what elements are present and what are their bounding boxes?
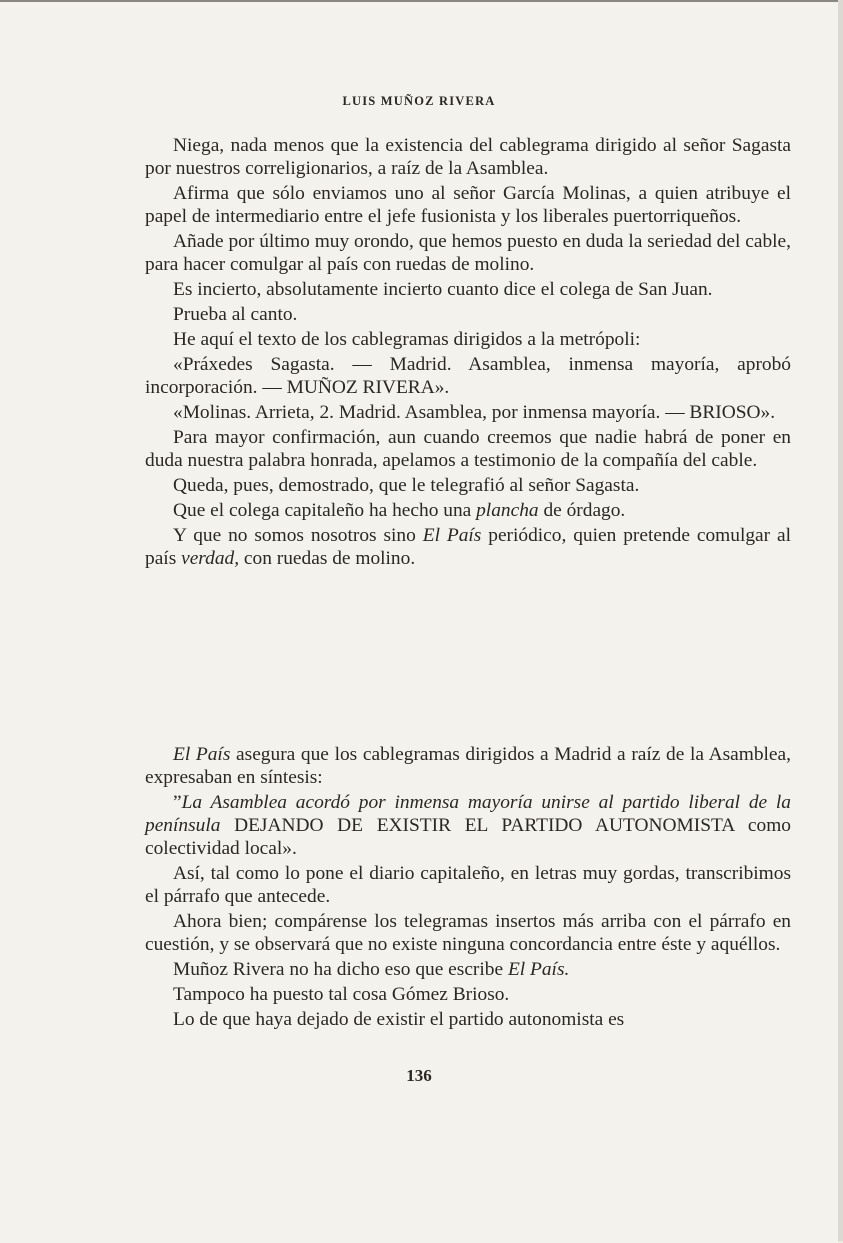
paragraph: Ahora bien; compárense los telegramas insertos más arriba con el párrafo en cuestión, y se observará que no existe ninguna concordancia entre éste y aquéllos. <box>145 911 791 955</box>
text-run: DEJANDO DE EXISTIR EL PARTIDO AUTONOMISTA como colectividad local». <box>145 815 791 859</box>
page-number: 136 <box>406 1066 432 1085</box>
text-run: Muñoz Rivera no ha dicho eso que escribe <box>173 959 508 980</box>
text-run: de órdago. <box>538 500 626 521</box>
italic-run: La Asamblea acordó por inmensa mayoría unirse al partido liberal de la península <box>145 792 791 836</box>
text-run: periódico, quien pretende comulgar al país <box>145 525 791 569</box>
paragraph <box>145 499 791 522</box>
telegram-quote: «Práxedes Sagasta. — Madrid. Asamblea, inmensa mayoría, aprobó incorporación. — MUÑOZ RIVERA». <box>145 354 791 398</box>
paragraph <box>145 524 791 570</box>
paragraph: Así, tal como lo pone el diario capitaleño, en letras muy gordas, transcribimos el párrafo que antecede. <box>145 863 791 907</box>
paragraph: Niega, nada menos que la existencia del cablegrama dirigido al señor Sagasta por nuestros correligionarios, a raíz de la Asamblea. <box>145 135 791 179</box>
running-head: LUIS MUÑOZ RIVERA <box>342 94 496 108</box>
text-block-1 <box>145 134 791 570</box>
paragraph: Añade por último muy orondo, que hemos puesto en duda la seriedad del cable, para hacer comulgar al país con ruedas de molino. <box>145 231 791 275</box>
italic-run: verdad, <box>181 548 240 569</box>
text-run: Y que no somos nosotros sino <box>173 525 423 546</box>
italic-run: El País <box>173 744 231 765</box>
paragraph: Tampoco ha puesto tal cosa Gómez Brioso. <box>173 984 510 1005</box>
text-run: ” <box>173 792 182 813</box>
paragraph: Es incierto, absolutamente incierto cuanto dice el colega de San Juan. <box>173 279 713 300</box>
paragraph <box>145 743 791 789</box>
paragraph: Lo de que haya dejado de existir el partido autonomista es <box>173 1009 625 1030</box>
paragraph: Para mayor confirmación, aun cuando creemos que nadie habrá de poner en duda nuestra palabra honrada, apelamos a testimonio de la compañía del cable. <box>145 427 791 471</box>
paragraph: Queda, pues, demostrado, que le telegrafió al señor Sagasta. <box>173 475 640 496</box>
page-edge <box>838 0 843 1241</box>
italic-run: El País <box>422 525 482 546</box>
telegram-quote: «Molinas. Arrieta, 2. Madrid. Asamblea, por inmensa mayoría. — BRIOSO». <box>173 402 776 423</box>
paragraph: Prueba al canto. <box>173 304 298 325</box>
quoted-paragraph <box>145 791 791 860</box>
text-run: Que el colega capitaleño ha hecho una <box>173 500 477 521</box>
text-run: asegura que los cablegramas dirigidos a Madrid a raíz de la Asamblea, expresaban en síntesis: <box>145 744 791 788</box>
italic-run: El País. <box>507 959 570 980</box>
paragraph: Afirma que sólo enviamos uno al señor García Molinas, a quien atribuye el papel de intermediario entre el jefe fusionista y los liberales puertorriqueños. <box>145 183 791 227</box>
italic-run: plancha <box>476 500 539 521</box>
paragraph <box>145 958 791 981</box>
text-run: con ruedas de molino. <box>239 548 416 569</box>
paragraph: He aquí el texto de los cablegramas dirigidos a la metrópoli: <box>173 329 641 350</box>
text-block-2 <box>145 743 791 1031</box>
